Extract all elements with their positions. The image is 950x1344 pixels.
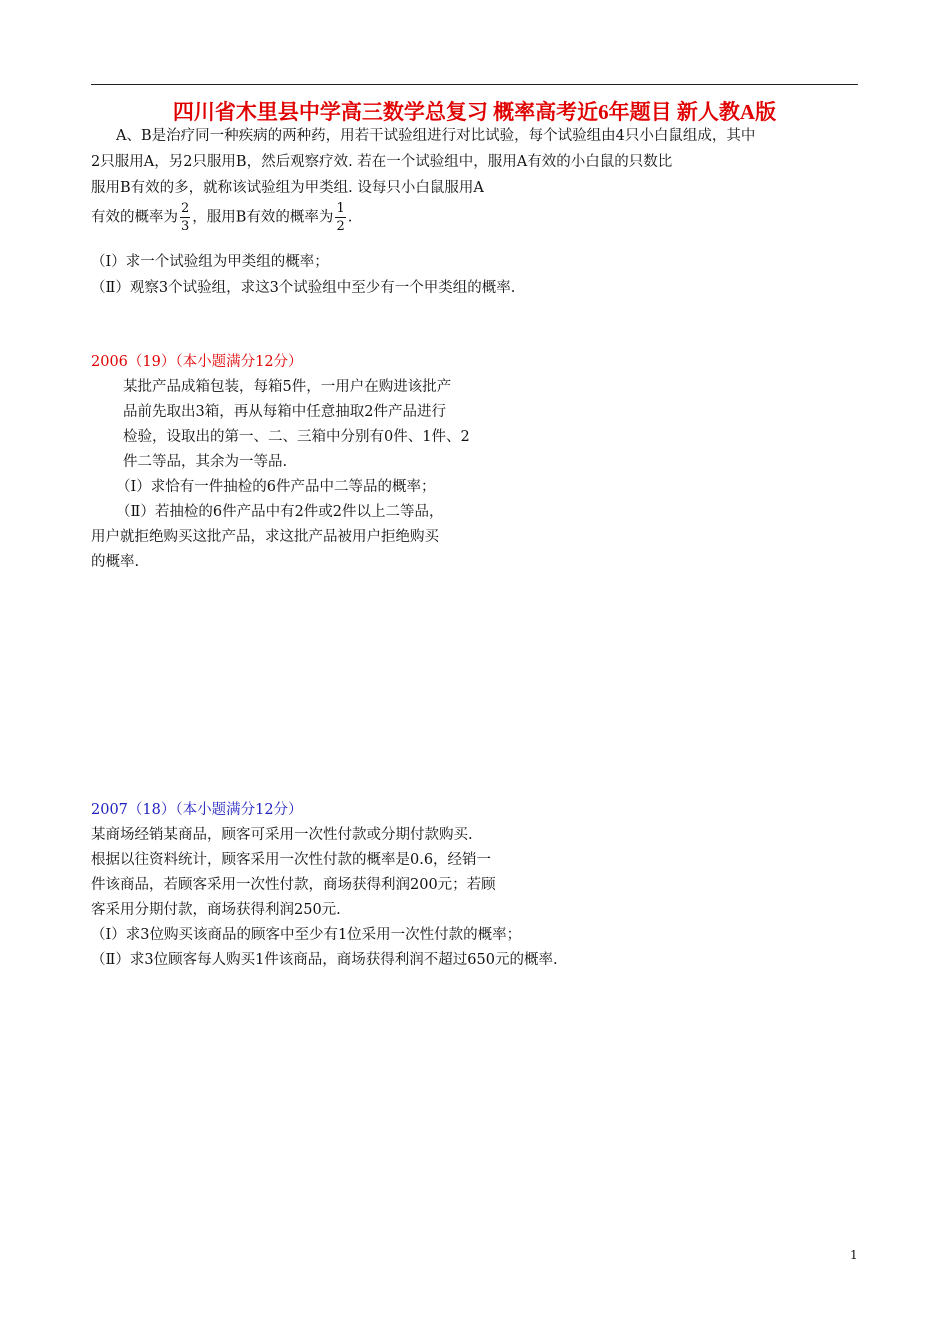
p2-question-1: （Ⅰ）求恰有一件抽检的6件产品中二等品的概率； bbox=[116, 479, 436, 495]
p2-line-2: 品前先取出3箱，再从每箱中任意抽取2件产品进行 bbox=[123, 404, 446, 420]
p2-question-2: （Ⅱ）若抽检的6件产品中有2件或2件以上二等品， bbox=[116, 504, 444, 520]
page-title: 四川省木里县中学高三数学总复习 概率高考近6年题目 新人教A版 bbox=[172, 100, 777, 124]
p3-header: 2007（18）（本小题满分12分） bbox=[91, 802, 303, 818]
fraction-numerator: 2 bbox=[181, 201, 190, 216]
p2-line-3: 检验，设取出的第一、二、三箱中分别有0件、1件、2 bbox=[123, 429, 470, 445]
p3-line-3: 件该商品，若顾客采用一次性付款，商场获得利润200元；若顾 bbox=[91, 877, 496, 893]
p3-line-4: 客采用分期付款，商场获得利润250元. bbox=[91, 902, 341, 918]
p3-line-2: 根据以往资料统计，顾客采用一次性付款的概率是0.6，经销一 bbox=[91, 852, 492, 868]
p3-question-2: （Ⅱ）求3位顾客每人购买1件该商品，商场获得利润不超过650元的概率. bbox=[91, 952, 558, 968]
p1-line-3: 服用B有效的多，就称该试验组为甲类组. 设每只小白鼠服用A bbox=[91, 180, 484, 196]
p2-header: 2006（19）（本小题满分12分） bbox=[91, 354, 303, 370]
p1-line-4-text-c: . bbox=[347, 209, 353, 226]
fraction-numerator: 1 bbox=[336, 201, 345, 216]
p1-line-4-text-a: 有效的概率为 bbox=[91, 209, 178, 226]
header-rule bbox=[91, 84, 858, 85]
p1-line-1: A、B是治疗同一种疾病的两种药，用若干试验组进行对比试验，每个试验组由4只小白鼠组成，其中 bbox=[116, 128, 756, 144]
p2-line-1: 某批产品成箱包装，每箱5件，一用户在购进该批产 bbox=[123, 379, 452, 395]
p1-line-4 bbox=[91, 200, 352, 235]
fraction-one-half bbox=[335, 200, 345, 235]
fraction-denominator: 2 bbox=[336, 219, 345, 234]
p1-line-2: 2只服用A，另2只服用B，然后观察疗效. 若在一个试验组中，服用A有效的小白鼠的只数比 bbox=[91, 154, 673, 170]
p1-line-4-text-b: ，服用B有效的概率为 bbox=[192, 209, 334, 226]
p1-question-1: （Ⅰ）求一个试验组为甲类组的概率； bbox=[91, 254, 329, 270]
p1-question-2: （Ⅱ）观察3个试验组，求这3个试验组中至少有一个甲类组的概率. bbox=[91, 280, 516, 296]
p2-line-5: 用户就拒绝购买这批产品，求这批产品被用户拒绝购买 bbox=[91, 529, 439, 545]
p3-question-1: （Ⅰ）求3位购买该商品的顾客中至少有1位采用一次性付款的概率； bbox=[91, 927, 522, 943]
fraction-denominator: 3 bbox=[181, 219, 190, 234]
fraction-two-thirds bbox=[180, 200, 190, 235]
p3-line-1: 某商场经销某商品，顾客可采用一次性付款或分期付款购买. bbox=[91, 827, 473, 843]
p2-line-6: 的概率. bbox=[91, 554, 140, 570]
p2-line-4: 件二等品，其余为一等品. bbox=[123, 454, 288, 470]
page-number: 1 bbox=[850, 1248, 858, 1262]
